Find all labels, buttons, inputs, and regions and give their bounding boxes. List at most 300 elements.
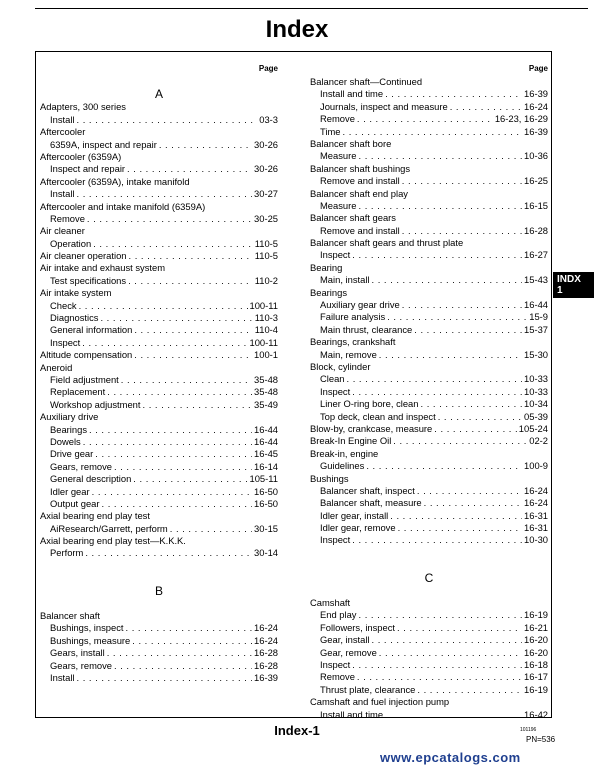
dot-leader: [352, 659, 522, 671]
page-reference[interactable]: 16-18: [524, 658, 548, 670]
page-reference[interactable]: 16-14: [254, 460, 278, 472]
entry-label: Thrust plate, clearance: [320, 683, 416, 695]
index-subentry[interactable]: [40, 324, 278, 336]
entry-label: Balancer shaft bushings: [310, 162, 411, 174]
dot-leader: [358, 200, 522, 212]
index-entry: [310, 76, 548, 88]
index-entry: [310, 138, 548, 150]
entry-label: Inspect: [320, 385, 351, 397]
page-reference[interactable]: 110-5: [254, 237, 278, 249]
entry-label: Air cleaner operation: [40, 250, 127, 262]
index-entry: [40, 610, 278, 622]
entry-label: Install: [50, 113, 75, 125]
entry-label: Break-in, engine: [310, 447, 379, 459]
index-subentry[interactable]: [310, 200, 548, 212]
entry-label: Gears, install: [50, 647, 105, 659]
index-entry: [40, 262, 278, 274]
dot-leader: [77, 188, 253, 200]
dot-leader: [92, 486, 252, 498]
page-reference[interactable]: 15-43: [524, 274, 548, 286]
page-reference[interactable]: 16-15: [524, 199, 548, 211]
entry-label: Balancer shaft bore: [310, 137, 392, 149]
page-reference[interactable]: 16-24: [254, 634, 278, 646]
page-reference[interactable]: 16-21: [524, 621, 548, 633]
part-number: PN=536: [526, 735, 556, 744]
entry-label: Check: [50, 299, 77, 311]
dot-leader: [402, 225, 522, 237]
entry-label: Gear, install: [320, 634, 370, 646]
entry-label: Air intake and exhaust system: [40, 262, 166, 274]
dot-leader: [352, 386, 522, 398]
entry-label: Bearing: [310, 261, 343, 273]
section-tab[interactable]: [553, 272, 594, 298]
index-subentry[interactable]: [310, 647, 548, 659]
dot-leader: [85, 547, 252, 559]
page-reference[interactable]: 100-11: [249, 336, 278, 348]
entry-label: Failure analysis: [320, 311, 386, 323]
page-reference[interactable]: 16-24: [524, 100, 548, 112]
index-subentry[interactable]: [40, 660, 278, 672]
index-subentry[interactable]: [40, 312, 278, 324]
index-subentry[interactable]: [310, 101, 548, 113]
page-reference[interactable]: 35-49: [254, 398, 278, 410]
entry-label: Axial bearing end play test—K.K.K.: [40, 535, 186, 547]
page-reference[interactable]: 105-24: [518, 422, 548, 434]
index-subentry[interactable]: [40, 399, 278, 411]
page-reference[interactable]: 16-24: [254, 622, 278, 634]
entry-label: Balancer shaft gears and thrust plate: [310, 237, 464, 249]
entry-label: Bearings, crankshaft: [310, 336, 396, 348]
dot-leader: [107, 647, 252, 659]
index-subentry[interactable]: [310, 249, 548, 261]
dot-leader: [366, 460, 522, 472]
entry-label: Bushings: [310, 472, 349, 484]
dot-leader: [434, 423, 517, 435]
dot-leader: [93, 238, 253, 250]
index-subentry[interactable]: [40, 188, 278, 200]
index-subentry[interactable]: [310, 225, 548, 237]
entry-label: Blow-by, crankcase, measure: [310, 422, 433, 434]
index-entry: [310, 448, 548, 460]
entry-label: Remove: [50, 212, 85, 224]
dot-leader: [421, 398, 523, 410]
page-reference[interactable]: 16-20: [524, 634, 548, 646]
entry-label: Aneroid: [40, 361, 73, 373]
index-subentry[interactable]: [310, 150, 548, 162]
page-reference[interactable]: 16-50: [254, 485, 278, 497]
page-reference[interactable]: 16-39: [524, 88, 548, 100]
index-subentry[interactable]: [40, 461, 278, 473]
page-reference[interactable]: 105-11: [249, 473, 278, 485]
dot-leader: [79, 300, 248, 312]
dot-leader: [82, 337, 247, 349]
index-entry: [40, 362, 278, 374]
page-reference[interactable]: 16-44: [524, 299, 548, 311]
entry-label: Main thrust, clearance: [320, 323, 413, 335]
index-subentry[interactable]: [310, 299, 548, 311]
index-subentry[interactable]: [40, 337, 278, 349]
dot-leader: [170, 523, 252, 535]
index-entry[interactable]: [310, 435, 548, 447]
entry-label: Balancer shaft, measure: [320, 497, 422, 509]
date-code: 101196: [520, 727, 537, 733]
page-reference[interactable]: 15-37: [524, 323, 548, 335]
dot-leader: [402, 175, 522, 187]
entry-label: Block, cylinder: [310, 360, 371, 372]
dot-leader: [121, 374, 252, 386]
index-subentry[interactable]: [310, 671, 548, 683]
index-subentry[interactable]: [310, 398, 548, 410]
index-subentry[interactable]: [40, 275, 278, 287]
entry-label: Install and time: [320, 88, 384, 100]
dot-leader: [387, 311, 527, 323]
footer-page-label: Index-1: [274, 723, 320, 738]
page-reference[interactable]: 16-50: [254, 497, 278, 509]
index-subentry[interactable]: [40, 473, 278, 485]
dot-leader: [83, 436, 252, 448]
entry-label: Balancer shaft end play: [310, 187, 408, 199]
index-subentry[interactable]: [40, 386, 278, 398]
watermark-link[interactable]: www.epcatalogs.com: [380, 750, 521, 765]
dot-leader: [132, 635, 252, 647]
entry-label: Followers, inspect: [320, 621, 396, 633]
dot-leader: [379, 647, 522, 659]
index-entry: [310, 361, 548, 373]
dot-leader: [114, 461, 252, 473]
dot-leader: [347, 373, 523, 385]
page-column-header: Page: [528, 64, 548, 73]
page-reference[interactable]: 16-28: [254, 659, 278, 671]
dot-leader: [358, 609, 522, 621]
page-reference[interactable]: 10-34: [524, 398, 548, 410]
index-subentry[interactable]: [310, 88, 548, 100]
page-reference[interactable]: 16-42: [524, 708, 548, 720]
index-subentry[interactable]: [310, 349, 548, 361]
index-subentry[interactable]: [40, 114, 278, 126]
index-subentry[interactable]: [40, 213, 278, 225]
entry-label: Journals, inspect and measure: [320, 100, 448, 112]
entry-label: Camshaft: [310, 597, 351, 609]
page-reference[interactable]: 100-9: [524, 460, 548, 472]
entry-label: Main, remove: [320, 348, 377, 360]
entry-label: Time: [320, 125, 341, 137]
entry-label: Auxiliary drive: [40, 411, 99, 423]
entry-label: Install: [50, 188, 75, 200]
entry-label: Install: [50, 671, 75, 683]
index-subentry[interactable]: [40, 547, 278, 559]
page-reference[interactable]: 16-45: [254, 448, 278, 460]
entry-label: Balancer shaft gears: [310, 212, 396, 224]
page-reference[interactable]: 16-44: [254, 423, 278, 435]
entry-label: Air intake system: [40, 287, 112, 299]
page-column-header: Page: [258, 64, 278, 73]
dot-leader: [352, 534, 522, 546]
entry-label: Perform: [50, 547, 84, 559]
blank-line: [40, 572, 278, 584]
dot-leader: [89, 424, 252, 436]
index-entry: [40, 411, 278, 423]
entry-label: Remove and install: [320, 175, 400, 187]
dot-leader: [125, 622, 252, 634]
entry-label: Aftercooler (6359A), intake manifold: [40, 175, 190, 187]
page-reference[interactable]: 30-27: [254, 188, 278, 200]
title-rule: [35, 8, 588, 9]
entry-label: Auxiliary gear drive: [320, 299, 400, 311]
page-reference[interactable]: 110-5: [254, 250, 278, 262]
index-subentry[interactable]: [40, 647, 278, 659]
page-reference[interactable]: 10-33: [524, 385, 548, 397]
page-reference[interactable]: 110-4: [254, 324, 278, 336]
entry-label: General description: [50, 473, 132, 485]
page-reference[interactable]: 16-28: [254, 647, 278, 659]
entry-label: End play: [320, 609, 357, 621]
page-reference[interactable]: 30-14: [254, 547, 278, 559]
index-subentry[interactable]: [40, 300, 278, 312]
page-reference[interactable]: 30-15: [254, 522, 278, 534]
index-subentry[interactable]: [40, 523, 278, 535]
page-reference[interactable]: 16-17: [524, 671, 548, 683]
dot-leader: [372, 274, 523, 286]
dot-leader: [102, 498, 253, 510]
index-subentry[interactable]: [40, 486, 278, 498]
index-subentry[interactable]: [310, 485, 548, 497]
index-subentry[interactable]: [310, 411, 548, 423]
blank-line: [40, 598, 278, 610]
page-reference[interactable]: 16-24: [524, 497, 548, 509]
entry-label: Inspect: [320, 249, 351, 261]
index-subentry[interactable]: [40, 672, 278, 684]
index-subentry[interactable]: [40, 139, 278, 151]
index-subentry[interactable]: [310, 622, 548, 634]
index-subentry[interactable]: [310, 113, 548, 125]
index-subentry[interactable]: [40, 448, 278, 460]
index-entry: [310, 188, 548, 200]
index-subentry[interactable]: [310, 497, 548, 509]
entry-label: Bearings: [50, 423, 88, 435]
page-reference[interactable]: 110-2: [254, 274, 278, 286]
page-title: Index: [265, 16, 329, 43]
entry-label: Diagnostics: [50, 312, 99, 324]
page-reference[interactable]: 10-30: [524, 534, 548, 546]
index-subentry[interactable]: [40, 635, 278, 647]
index-entry: [40, 510, 278, 522]
dot-leader: [393, 435, 527, 447]
index-subentry[interactable]: [40, 622, 278, 634]
entry-label: Install and time: [320, 708, 384, 720]
index-entry: [310, 696, 548, 708]
page-reference[interactable]: 05-39: [524, 410, 548, 422]
page-reference[interactable]: 35-48: [254, 373, 278, 385]
index-entry[interactable]: [40, 349, 278, 361]
entry-label: Break-In Engine Oil: [310, 435, 392, 447]
entry-label: Drive gear: [50, 448, 94, 460]
index-entry[interactable]: [310, 423, 548, 435]
entry-label: Remove: [320, 113, 355, 125]
index-subentry[interactable]: [310, 324, 548, 336]
index-entry: [310, 262, 548, 274]
section-tab-number: 1: [557, 285, 563, 296]
page-reference[interactable]: 16-24: [524, 484, 548, 496]
dot-leader: [100, 312, 252, 324]
index-subentry[interactable]: [310, 659, 548, 671]
page-reference[interactable]: 16-44: [254, 435, 278, 447]
entry-label: Gear, remove: [320, 646, 377, 658]
page-reference[interactable]: 30-26: [254, 163, 278, 175]
index-entry: [40, 151, 278, 163]
page-reference[interactable]: 15-9: [529, 311, 548, 323]
dot-leader: [417, 485, 522, 497]
index-entry: [310, 597, 548, 609]
index-column-right: [310, 62, 548, 721]
section-letter: A: [154, 87, 163, 102]
dot-leader: [128, 275, 253, 287]
index-entry: [40, 225, 278, 237]
dot-leader: [398, 522, 522, 534]
blank-line: [40, 560, 278, 572]
dot-leader: [385, 709, 522, 721]
page-reference[interactable]: 16-39: [524, 125, 548, 137]
page-reference[interactable]: 16-31: [524, 509, 548, 521]
index-subentry[interactable]: [40, 436, 278, 448]
index-entry: [310, 473, 548, 485]
dot-leader: [358, 150, 522, 162]
entry-label: Adapters, 300 series: [40, 101, 126, 113]
page-reference[interactable]: 03-3: [259, 113, 278, 125]
index-subentry[interactable]: [40, 238, 278, 250]
entry-label: Idler gear, remove: [320, 522, 396, 534]
index-column-left: [40, 62, 278, 684]
index-subentry[interactable]: [310, 386, 548, 398]
section-letter: C: [424, 570, 434, 585]
entry-label: Operation: [50, 237, 92, 249]
entry-label: Measure: [320, 150, 357, 162]
page-reference[interactable]: 100-1: [254, 349, 278, 361]
dot-leader: [134, 349, 252, 361]
index-subentry[interactable]: [310, 460, 548, 472]
index-entry: [310, 212, 548, 224]
dot-leader: [352, 249, 522, 261]
index-subentry[interactable]: [310, 274, 548, 286]
index-subentry[interactable]: [40, 498, 278, 510]
dot-leader: [424, 497, 522, 509]
entry-label: Bushings, measure: [50, 634, 131, 646]
index-subentry[interactable]: [310, 534, 548, 546]
page-reference[interactable]: 16-28: [524, 224, 548, 236]
entry-label: AiResearch/Garrett, perform: [50, 522, 168, 534]
page-reference[interactable]: 35-48: [254, 386, 278, 398]
dot-leader: [385, 88, 522, 100]
page-reference[interactable]: 02-2: [529, 435, 548, 447]
index-subentry[interactable]: [310, 510, 548, 522]
section-letter: B: [154, 583, 163, 598]
entry-label: Test specifications: [50, 274, 127, 286]
page-reference[interactable]: 110-3: [254, 312, 278, 324]
index-entry: [40, 126, 278, 138]
entry-label: Liner O-ring bore, clean: [320, 398, 419, 410]
entry-label: Idler gear: [50, 485, 90, 497]
page-reference[interactable]: 30-26: [254, 138, 278, 150]
index-subentry[interactable]: [310, 684, 548, 696]
dot-leader: [342, 126, 522, 138]
index-entry: [40, 101, 278, 113]
dot-leader: [159, 139, 252, 151]
dot-leader: [143, 399, 253, 411]
page-reference[interactable]: 100-11: [249, 299, 278, 311]
page-reference[interactable]: 16-39: [254, 671, 278, 683]
page-reference[interactable]: 16-25: [524, 175, 548, 187]
index-subentry[interactable]: [310, 634, 548, 646]
page-reference[interactable]: 16-20: [524, 646, 548, 658]
page-reference[interactable]: 10-36: [524, 150, 548, 162]
blank-line: [310, 547, 548, 559]
entry-label: Air cleaner: [40, 225, 85, 237]
entries-right: [310, 76, 548, 721]
entry-label: Gears, remove: [50, 460, 112, 472]
index-subentry[interactable]: [310, 175, 548, 187]
index-subentry[interactable]: [310, 311, 548, 323]
entry-label: Inspect: [320, 658, 351, 670]
page-reference[interactable]: 10-33: [524, 373, 548, 385]
index-entry: [310, 336, 548, 348]
page-reference[interactable]: 16-19: [524, 609, 548, 621]
dot-leader: [87, 213, 252, 225]
entry-label: Balancer shaft—Continued: [310, 76, 423, 87]
index-entry: [310, 287, 548, 299]
dot-leader: [438, 411, 522, 423]
page-reference[interactable]: 16-19: [524, 683, 548, 695]
dot-leader: [379, 349, 522, 361]
entry-label: Clean: [320, 373, 345, 385]
page-reference[interactable]: 15-30: [524, 348, 548, 360]
entry-label: Axial bearing end play test: [40, 510, 150, 522]
dot-leader: [77, 114, 258, 126]
index-subentry[interactable]: [310, 609, 548, 621]
page-reference[interactable]: 30-25: [254, 212, 278, 224]
index-subentry[interactable]: [40, 424, 278, 436]
blank-line: [310, 585, 548, 597]
entry-label: Inspect and repair: [50, 163, 126, 175]
index-subentry[interactable]: [310, 522, 548, 534]
index-entry: [40, 176, 278, 188]
entry-label: Balancer shaft: [40, 610, 100, 622]
entry-label: 6359A, inspect and repair: [50, 138, 157, 150]
entries-left: [40, 76, 278, 684]
page-reference[interactable]: 16-27: [524, 249, 548, 261]
entry-label: Measure: [320, 199, 357, 211]
index-entry: [310, 163, 548, 175]
dot-leader: [417, 684, 522, 696]
dot-leader: [114, 660, 252, 672]
entry-label: Replacement: [50, 386, 106, 398]
index-subentry[interactable]: [40, 374, 278, 386]
dot-leader: [372, 634, 523, 646]
index-subentry[interactable]: [310, 126, 548, 138]
index-subentry[interactable]: [310, 709, 548, 721]
dot-leader: [129, 250, 253, 262]
index-subentry[interactable]: [40, 163, 278, 175]
page-reference[interactable]: 16-23, 16-29: [494, 113, 548, 125]
index-entry[interactable]: [40, 250, 278, 262]
entry-label: Bearings: [310, 286, 348, 298]
index-subentry[interactable]: [310, 373, 548, 385]
page-reference[interactable]: 16-31: [524, 522, 548, 534]
entry-label: Field adjustment: [50, 373, 119, 385]
entry-label: Aftercooler and intake manifold (6359A): [40, 200, 206, 212]
entry-label: Altitude compensation: [40, 349, 133, 361]
entry-label: Main, install: [320, 274, 370, 286]
index-entry: [40, 201, 278, 213]
entry-label: Remove: [320, 671, 355, 683]
